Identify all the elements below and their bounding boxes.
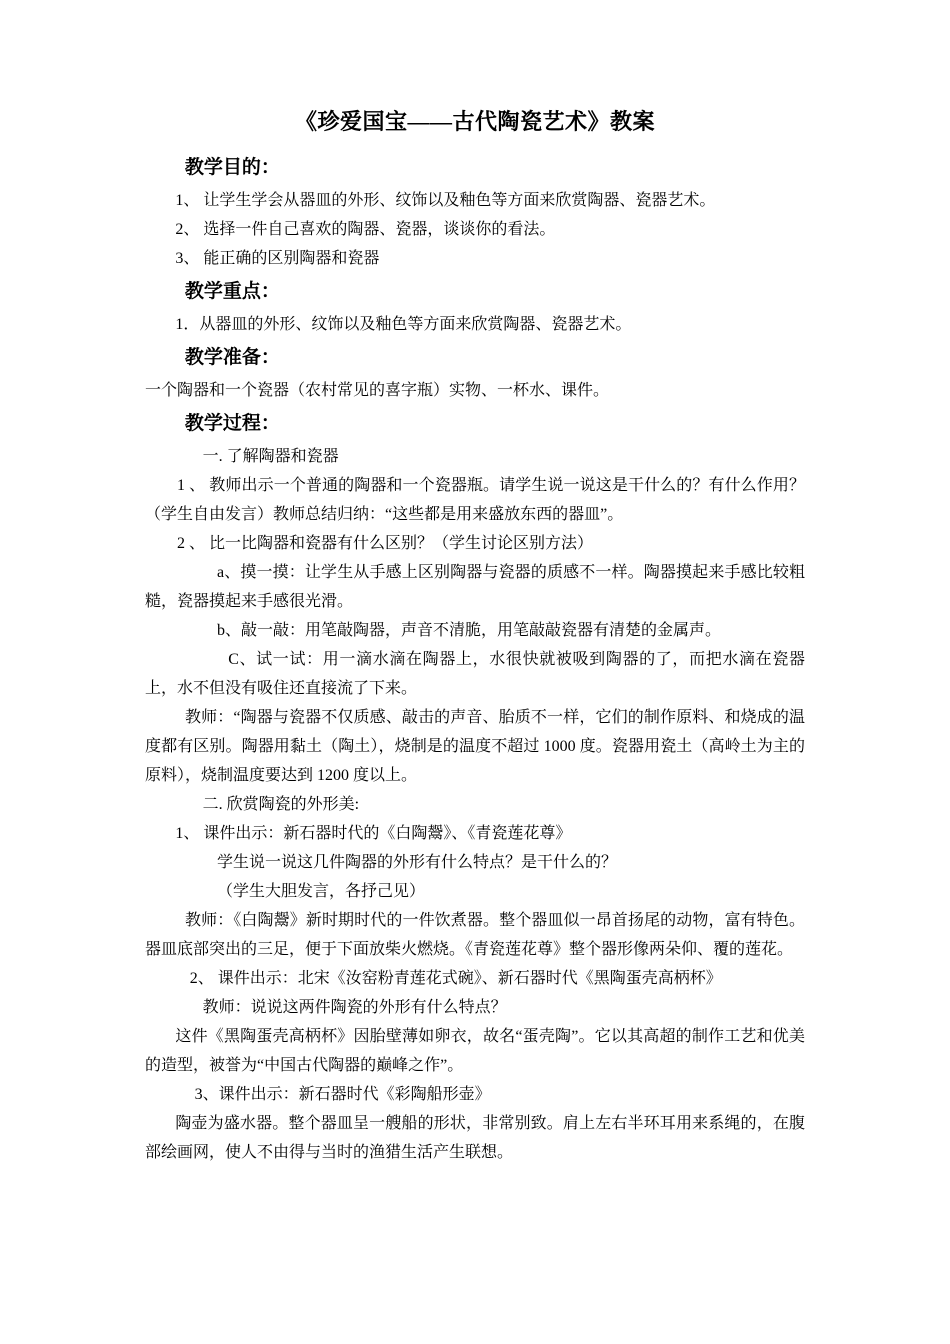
paragraph: 1 、 教师出示一个普通的陶器和一个瓷器瓶。请学生说一说这是干什么的？有什么作用？（学生自由发言）教师总结归纳：“这些都是用来盛放东西的器皿”。: [145, 477, 805, 523]
paragraph: 1、 课件出示：新石器时代的《白陶鬶》、《青瓷莲花尊》: [175, 825, 572, 842]
paragraph: b、敲一敲：用笔敲陶器，声音不清脆，用笔敲敲瓷器有清楚的金属声。: [217, 622, 722, 639]
paragraph: 2、 选择一件自己喜欢的陶器、瓷器，谈谈你的看法。: [175, 221, 556, 238]
paragraph: a、摸一摸：让学生从手感上区别陶器与瓷器的质感不一样。陶器摸起来手感比较粗糙，瓷器摸起来手感很光滑。: [145, 564, 805, 610]
paragraph: （学生大胆发言，各抒己见）: [217, 883, 426, 900]
paragraph: 陶壶为盛水器。整个器皿呈一艘船的形状，非常别致。肩上左右半环耳用来系绳的，在腹部绘画网，使人不由得与当时的渔猎生活产生联想。: [145, 1115, 805, 1161]
section-heading: 教学准备：: [184, 347, 280, 368]
paragraph: 1．从器皿的外形、纹饰以及釉色等方面来欣赏陶器、瓷器艺术。: [175, 316, 632, 333]
paragraph: 教师：说说这两件陶瓷的外形有什么特点？: [202, 999, 507, 1016]
paragraph: 3、 能正确的区别陶器和瓷器: [175, 250, 380, 267]
paragraph: 教师：“陶器与瓷器不仅质感、敲击的声音、胎质不一样，它们的制作原料、和烧成的温度都有区别。陶器用黏土（陶土），烧制是的温度不超过 1000 度。瓷器用瓷土（高岭土为主的原料），烧制温度要达到 1200 度以上。: [145, 709, 805, 784]
paragraph: 教师：《白陶鬶》新时期时代的一件饮煮器。整个器皿似一昂首扬尾的动物，富有特色。器皿底部突出的三足，便于下面放柴火燃烧。《青瓷莲花尊》整个器形像两朵仰、覆的莲花。: [145, 912, 805, 958]
section-heading: 教学过程：: [184, 413, 280, 434]
section-heading: 教学重点：: [184, 281, 280, 302]
section-heading: 教学目的：: [184, 157, 280, 178]
paragraph: 2、 课件出示：北宋《汝窑粉青莲花式碗》、新石器时代《黑陶蛋壳高柄杯》: [189, 970, 722, 987]
paragraph: 3、课件出示：新石器时代《彩陶船形壶》: [194, 1086, 491, 1103]
paragraph: 一. 了解陶器和瓷器: [202, 448, 339, 465]
paragraph: 1、 让学生学会从器皿的外形、纹饰以及釉色等方面来欣赏陶器、瓷器艺术。: [175, 192, 716, 209]
document-title: 《珍爱国宝——古代陶瓷艺术》教案: [294, 109, 655, 134]
paragraph: C、试一试：用一滴水滴在陶器上，水很快就被吸到陶器的了，而把水滴在瓷器上，水不但没有吸住还直接流了下来。: [145, 651, 805, 697]
paragraph: 二. 欣赏陶瓷的外形美:: [202, 796, 360, 813]
document-body: [145, 152, 805, 1167]
paragraph: 学生说一说这几件陶器的外形有什么特点？是干什么的？: [217, 854, 618, 871]
paragraph: 2 、 比一比陶器和瓷器有什么区别？（学生讨论区别方法）: [177, 535, 594, 552]
paragraph: 这件《黑陶蛋壳高柄杯》因胎壁薄如卵衣，故名“蛋壳陶”。它以其高超的制作工艺和优美的造型，被誉为“中国古代陶器的巅峰之作”。: [145, 1028, 805, 1074]
paragraph: 一个陶器和一个瓷器（农村常见的喜字瓶）实物、一杯水、课件。: [145, 382, 610, 399]
